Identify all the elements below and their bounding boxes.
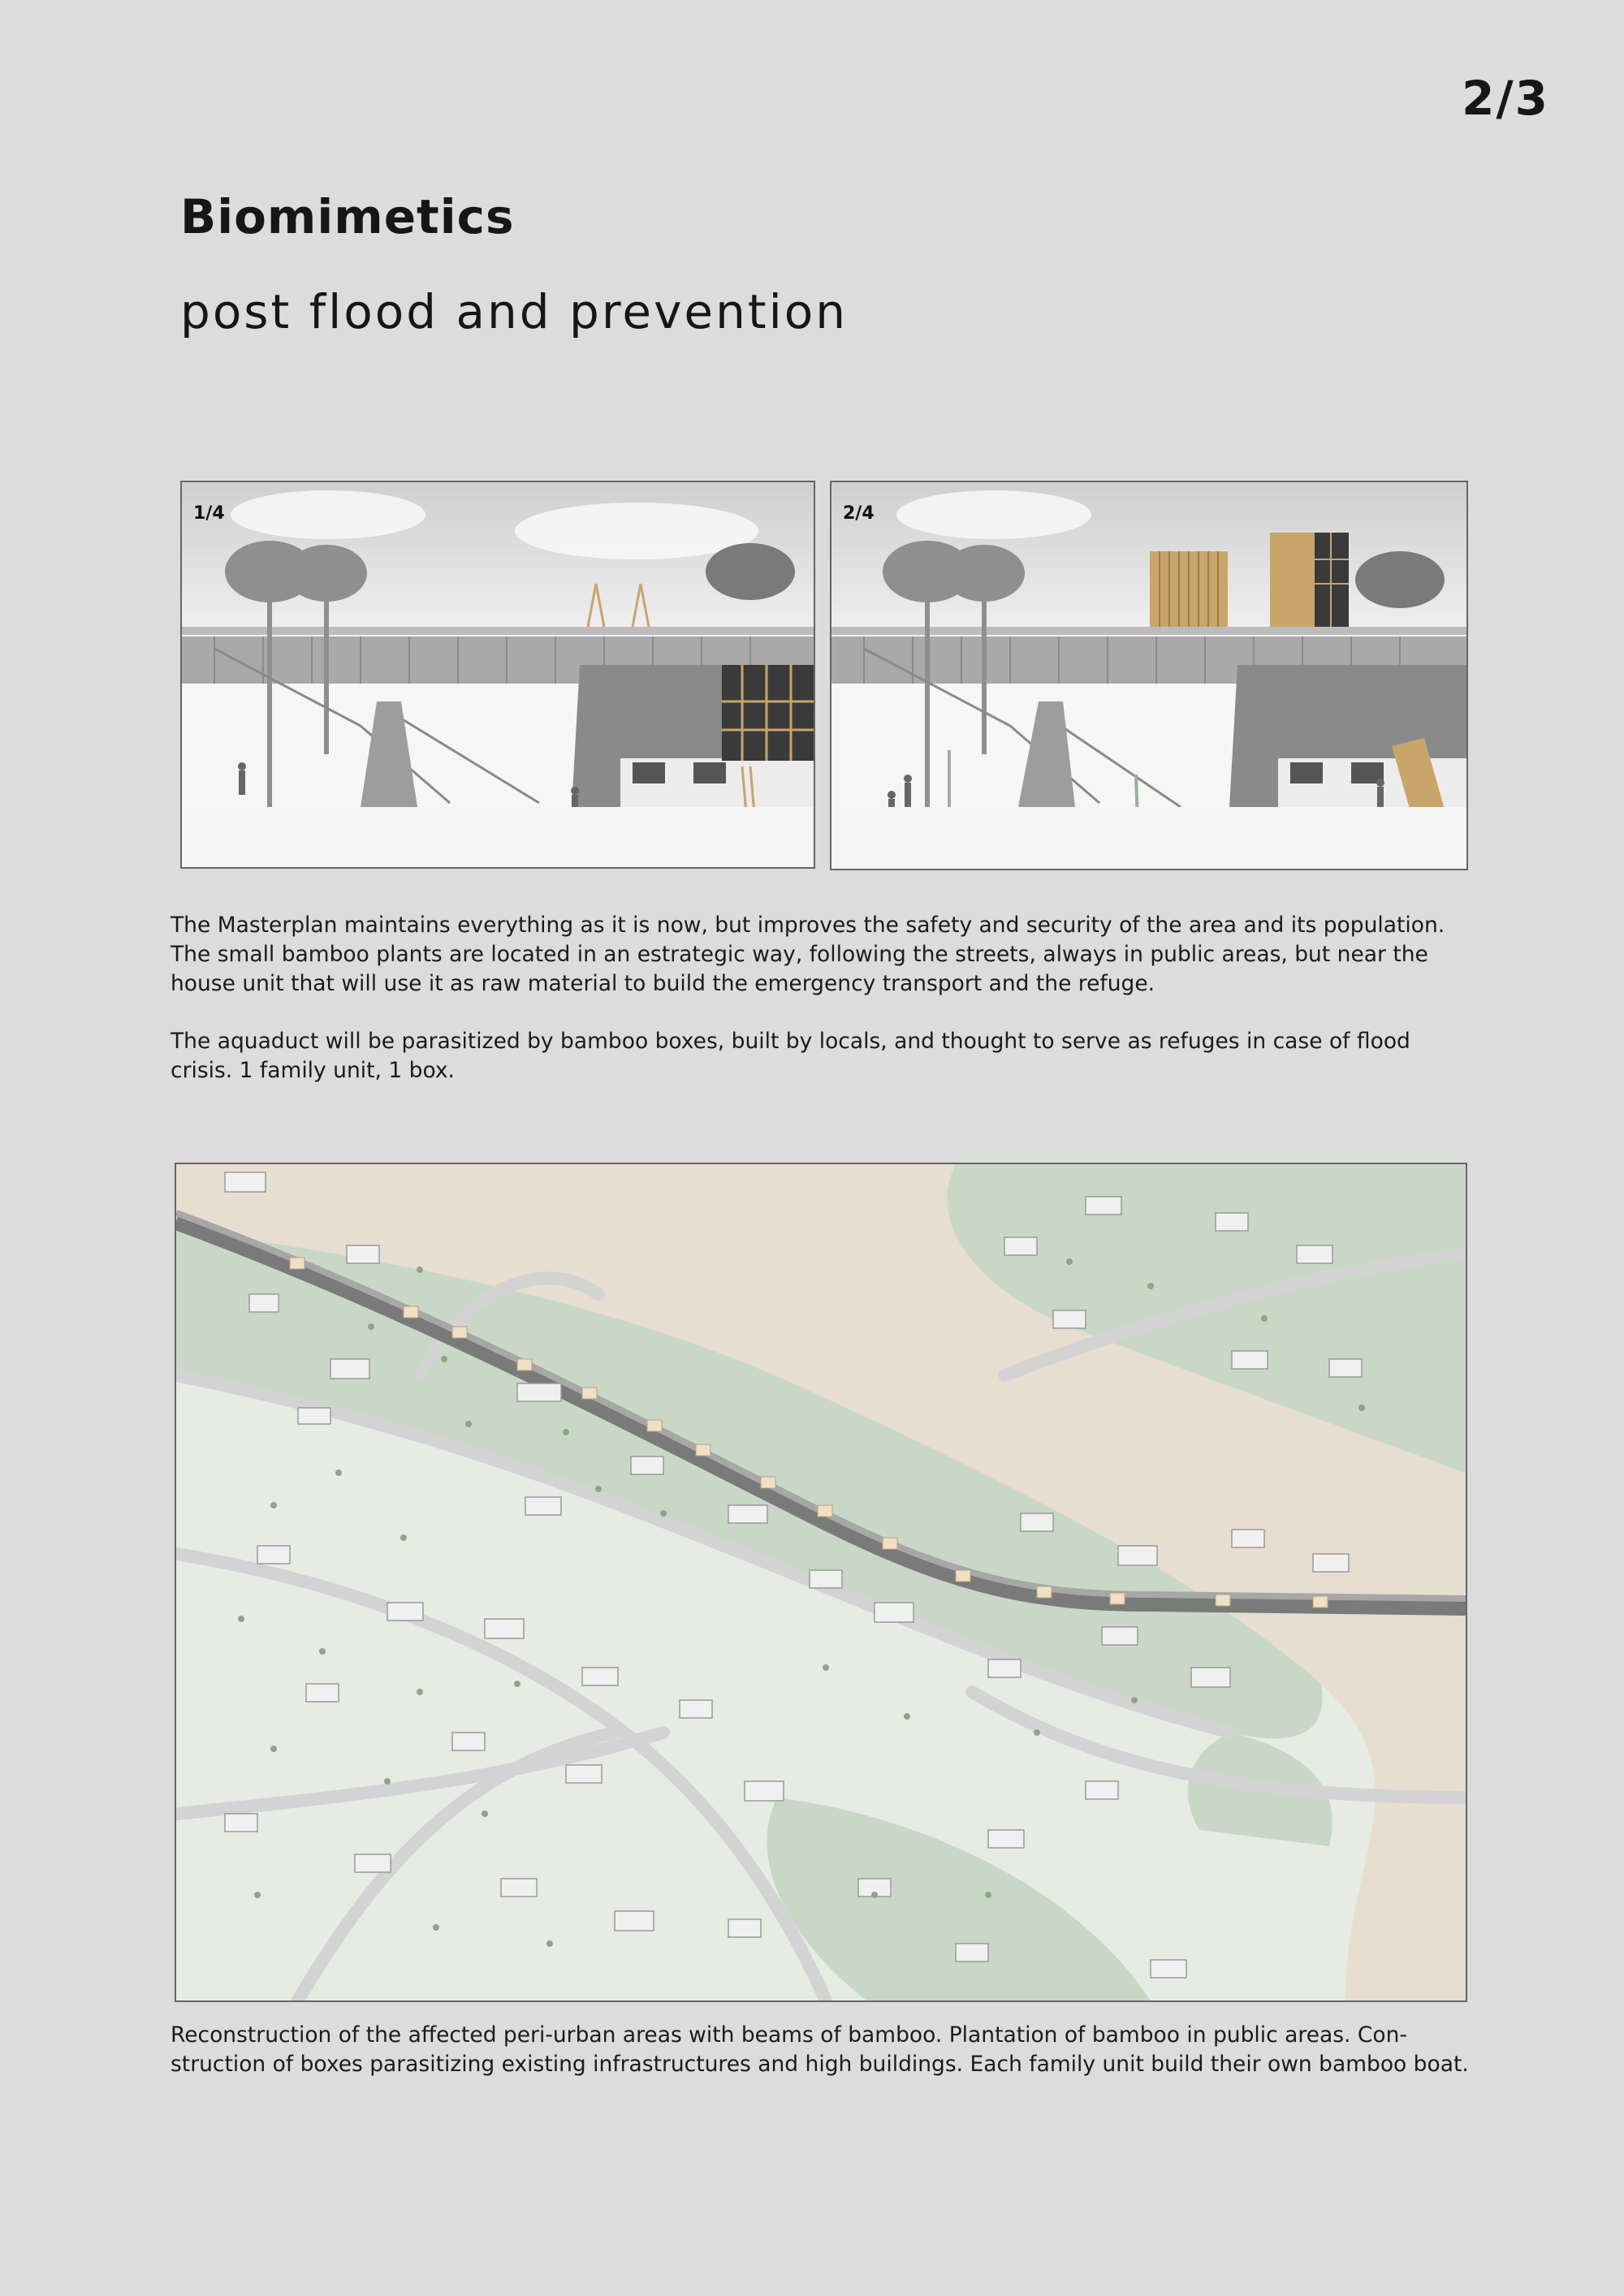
section-drawing-1 — [180, 481, 815, 869]
masterplan-map — [175, 1163, 1467, 2002]
section-label-2: 2/4 — [843, 503, 875, 524]
paragraph-aqueduct: The aquaduct will be parasitized by bamboo boxes, built by locals, and thought to serve as refuges in case of flood crisis. 1 family unit, 1 box. — [171, 1029, 1410, 1083]
masterplan-illustration — [176, 1164, 1466, 2000]
page-title: Biomimetics — [180, 189, 515, 244]
section-illustration-1 — [182, 482, 814, 867]
section-label-1: 1/4 — [193, 503, 225, 524]
section-illustration-2 — [831, 482, 1466, 869]
paragraph-masterplan: The Masterplan maintains everything as it is now, but improves the safety and security of the area and its population. The small bamboo plants are located in an estrategic way, following the streets, always in public areas, but near the house unit that will use it as raw material to build the emergency transport and the refuge. — [171, 913, 1445, 996]
page-subtitle: post flood and prevention — [180, 284, 848, 339]
page-number: 2/3 — [1462, 71, 1549, 126]
section-drawing-2 — [830, 481, 1468, 870]
masterplan-caption: Reconstruction of the affected peri-urban areas with beams of bamboo. Plantation of bamboo in public areas. Con-struction of boxes parasitizing existing infrastructures and high buildings. Each family unit build their own bamboo boat. — [171, 2022, 1469, 2077]
